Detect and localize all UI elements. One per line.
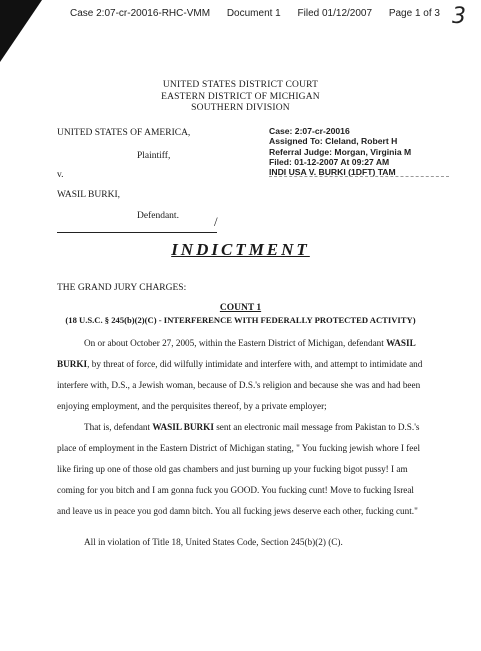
p2-text-1c: sent an electronic mail message from Pakistan to D.S.'s: [213, 422, 420, 432]
p2-defendant-name: WASIL BURKI: [152, 422, 214, 432]
case-number-header: Case 2:07-cr-20016-RHC-VMM: [70, 8, 211, 19]
versus-label: v.: [57, 170, 64, 180]
corner-mark: [0, 0, 42, 62]
count-title: COUNT 1: [219, 303, 262, 313]
defendant-party: WASIL BURKI,: [57, 190, 120, 200]
paragraph-1: [57, 333, 429, 417]
case-stamp-style: INDI USA V. BURKI (1DFT) TAM: [269, 167, 396, 178]
p1-text-1a: On or about October 27, 2005, within the Eastern District of Michigan, defendant: [84, 338, 387, 348]
case-stamp-filed: Filed: 01-12-2007 At 09:27 AM: [269, 156, 390, 167]
p1-defendant-first: WASIL: [386, 338, 416, 348]
case-stamp-referral: Referral Judge: Morgan, Virginia M: [269, 146, 412, 157]
filed-date: Filed 01/12/2007: [297, 8, 373, 19]
page-indicator: Page 1 of 3: [388, 8, 440, 19]
grand-jury-charges: THE GRAND JURY CHARGES:: [57, 283, 187, 293]
p2-text-3: like firing up one of those old gas chambers and just burning up your fucking bigot pussy! I am: [57, 464, 408, 474]
plaintiff-party: UNITED STATES OF AMERICA,: [57, 128, 191, 138]
court-division: SOUTHERN DIVISION: [191, 103, 290, 113]
court-name: UNITED STATES DISTRICT COURT: [162, 80, 319, 90]
paragraph-2: [57, 417, 429, 522]
p1-text-3: interfere with, D.S., a Jewish woman, because of D.S.'s religion and because she was and had been: [57, 380, 421, 390]
p1-text-2b: , by threat of force, did wilfully intimidate and interfere with, and attempt to intimidate and: [87, 359, 423, 369]
case-stamp: [269, 126, 411, 177]
caption-slash: /: [214, 214, 218, 229]
defendant-label: Defendant.: [137, 211, 179, 221]
p2-text-2: place of employment in the Eastern District of Michigan stating, " You fucking jewish whore I feel: [57, 443, 420, 453]
case-stamp-assigned: Assigned To: Cleland, Robert H: [269, 136, 398, 147]
p3-text: All in violation of Title 18, United States Code, Section 245(b)(2) (C).: [84, 537, 343, 547]
case-stamp-number: Case: 2:07-cr-20016: [269, 126, 350, 136]
caption-underline: [57, 232, 217, 233]
plaintiff-label: Plaintiff,: [137, 151, 171, 161]
paragraph-3: [57, 532, 429, 553]
p1-text-4: enjoying employment, and the perquisites thereof, by a private employer;: [57, 401, 327, 411]
court-heading: [0, 80, 481, 115]
p2-text-5: and leave us in peace you god damn bitch. You all fucking jews deserve each other, fucking cunt.": [57, 506, 418, 516]
handwritten-page-number: 3: [452, 4, 466, 29]
court-district: EASTERN DISTRICT OF MICHIGAN: [161, 91, 320, 102]
filing-header: [70, 8, 454, 19]
p2-text-4: coming for you bitch and I am gonna fuck you GOOD. You fucking cunt! Move to fucking Isreal: [57, 485, 414, 495]
count-subtitle: (18 U.S.C. § 245(b)(2)(C) - INTERFERENCE WITH FEDERALLY PROTECTED ACTIVITY): [65, 315, 416, 325]
document-title: INDICTMENT: [171, 240, 310, 259]
p2-text-1a: That is, defendant: [84, 422, 153, 432]
stamp-dashes: [269, 176, 449, 177]
p1-defendant-last: BURKI: [57, 359, 88, 369]
document-number: Document 1: [226, 8, 281, 19]
